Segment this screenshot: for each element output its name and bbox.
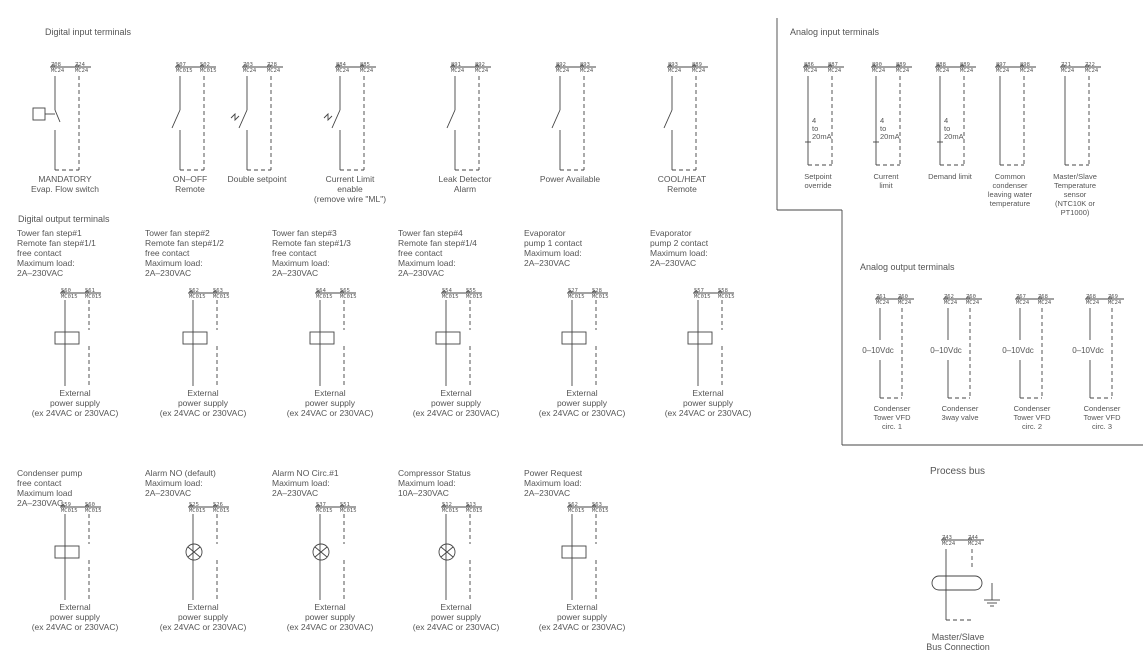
terminal-module: MC015 bbox=[316, 294, 333, 300]
terminal-number: 760 bbox=[966, 294, 976, 300]
bus-shield bbox=[932, 576, 982, 590]
terminal-module: MC24 bbox=[1016, 300, 1030, 306]
terminal-number: 760 bbox=[898, 294, 908, 300]
terminal-module: MC015 bbox=[340, 508, 357, 514]
digital-output-title: Digital output terminals bbox=[18, 214, 110, 224]
terminal-module: MC24 bbox=[876, 300, 890, 306]
digital-output-heading: Condenser pump free contact Maximum load 2A–230VAC bbox=[17, 468, 83, 508]
terminal-module: MC24 bbox=[996, 68, 1010, 74]
terminal-dot bbox=[76, 65, 78, 67]
digital-output-heading: Evaporator pump 2 contact Maximum load: 2A–230VAC bbox=[650, 228, 709, 268]
analog-input-range: 4 to 20mA bbox=[944, 116, 964, 141]
terminal-module: MC24 bbox=[360, 68, 374, 74]
analog-input-label: Common condenser leaving water temperature bbox=[987, 172, 1033, 208]
terminal-dot bbox=[86, 505, 88, 507]
terminal-number: 527 bbox=[568, 288, 578, 294]
terminal-number: 892 bbox=[475, 62, 485, 68]
terminal-number: 708 bbox=[51, 62, 61, 68]
digital-input-label: ON–OFF Remote bbox=[172, 174, 208, 194]
terminal-module: MC24 bbox=[804, 68, 818, 74]
terminal-module: MC24 bbox=[1086, 300, 1100, 306]
analog-output-range: 0–10Vdc bbox=[1002, 346, 1034, 355]
terminal-dot bbox=[805, 65, 807, 67]
switch-contact bbox=[664, 110, 672, 128]
terminal-dot bbox=[443, 291, 445, 293]
relay-coil bbox=[436, 332, 460, 344]
terminal-number: 561 bbox=[85, 288, 95, 294]
terminal-module: MC24 bbox=[451, 68, 465, 74]
terminal-dot bbox=[244, 65, 246, 67]
terminal-number: 557 bbox=[694, 288, 704, 294]
terminal-dot bbox=[1109, 297, 1111, 299]
digital-output-heading: Power Request Maximum load: 2A–230VAC bbox=[524, 468, 583, 498]
terminal-dot bbox=[317, 291, 319, 293]
terminal-number: 888 bbox=[936, 62, 946, 68]
digital-input-label: MANDATORY Evap. Flow switch bbox=[30, 174, 100, 194]
terminal-module: MC24 bbox=[668, 68, 682, 74]
terminal-number: 555 bbox=[466, 288, 476, 294]
terminal-number: 507 bbox=[176, 62, 186, 68]
digital-output-heading: Tower fan step#1 Remote fan step#1/1 free contact Maximum load: 2A–230VAC bbox=[17, 228, 96, 278]
terminal-dot bbox=[341, 505, 343, 507]
terminal-number: 893 bbox=[580, 62, 590, 68]
terminal-module: MC24 bbox=[267, 68, 281, 74]
switch-contact bbox=[239, 110, 247, 128]
terminal-module: MC015 bbox=[442, 294, 459, 300]
terminal-number: 559 bbox=[61, 502, 71, 508]
analog-input-label: Current limit bbox=[873, 172, 899, 190]
terminal-number: 563 bbox=[213, 288, 223, 294]
terminal-dot bbox=[581, 65, 583, 67]
terminal-number: 884 bbox=[336, 62, 346, 68]
terminal-number: 889 bbox=[896, 62, 906, 68]
terminal-number: 885 bbox=[360, 62, 370, 68]
terminal-dot bbox=[62, 291, 64, 293]
terminal-dot bbox=[1021, 65, 1023, 67]
terminal-number: 512 bbox=[442, 502, 452, 508]
terminal-dot bbox=[593, 291, 595, 293]
relay-coil bbox=[562, 332, 586, 344]
terminal-number: 768 bbox=[1086, 294, 1096, 300]
digital-input-label: COOL/HEAT Remote bbox=[657, 174, 707, 194]
terminal-number: 537 bbox=[316, 502, 326, 508]
terminal-module: MC015 bbox=[189, 294, 206, 300]
terminal-module: MC015 bbox=[316, 508, 333, 514]
terminal-dot bbox=[467, 291, 469, 293]
digital-input-label: Current Limit enable (remove wire "ML") bbox=[313, 174, 387, 204]
terminal-module: MC015 bbox=[442, 508, 459, 514]
terminal-number: 767 bbox=[1016, 294, 1026, 300]
terminal-dot bbox=[997, 65, 999, 67]
terminal-dot bbox=[593, 505, 595, 507]
terminal-module: MC24 bbox=[936, 68, 950, 74]
terminal-dot bbox=[52, 65, 54, 67]
terminal-dot bbox=[569, 505, 571, 507]
terminal-dot bbox=[190, 291, 192, 293]
terminal-dot bbox=[452, 65, 454, 67]
analog-input-range: 4 to 20mA bbox=[812, 116, 832, 141]
terminal-dot bbox=[969, 538, 971, 540]
terminal-number: 551 bbox=[340, 502, 350, 508]
terminal-number: 728 bbox=[267, 62, 277, 68]
terminal-module: MC24 bbox=[942, 541, 956, 547]
terminal-module: MC24 bbox=[960, 68, 974, 74]
terminal-dot bbox=[897, 65, 899, 67]
terminal-module: MC015 bbox=[85, 508, 102, 514]
switch-contact bbox=[552, 110, 560, 128]
terminal-dot bbox=[214, 291, 216, 293]
terminal-dot bbox=[569, 291, 571, 293]
external-supply-label: External power supply (ex 24VAC or 230VAC) bbox=[286, 602, 374, 632]
terminal-module: MC24 bbox=[828, 68, 842, 74]
terminal-dot bbox=[1017, 297, 1019, 299]
digital-input-label: Power Available bbox=[539, 174, 601, 184]
terminal-number: 890 bbox=[872, 62, 882, 68]
external-supply-label: External power supply (ex 24VAC or 230VAC) bbox=[538, 388, 626, 418]
terminal-dot bbox=[268, 65, 270, 67]
terminal-number: 889 bbox=[960, 62, 970, 68]
terminal-module: MC015 bbox=[213, 294, 230, 300]
terminal-number: 554 bbox=[442, 288, 452, 294]
relay-coil bbox=[688, 332, 712, 344]
process-bus-title: Process bus bbox=[930, 466, 986, 477]
relay-coil bbox=[183, 332, 207, 344]
external-supply-label: External power supply (ex 24VAC or 230VAC) bbox=[286, 388, 374, 418]
terminal-dot bbox=[443, 505, 445, 507]
analog-output-range: 0–10Vdc bbox=[1072, 346, 1104, 355]
terminal-dot bbox=[86, 291, 88, 293]
terminal-module: MC015 bbox=[592, 508, 609, 514]
terminal-module: MC24 bbox=[968, 541, 982, 547]
analog-input-label: Master/Slave Temperature sensor (NTC10K or PT1000) bbox=[1053, 172, 1097, 217]
terminal-number: 768 bbox=[1038, 294, 1048, 300]
terminal-dot bbox=[177, 65, 179, 67]
digital-input-label: Leak Detector Alarm bbox=[438, 174, 492, 194]
relay-coil bbox=[562, 546, 586, 558]
terminal-module: MC015 bbox=[189, 508, 206, 514]
digital-input-title: Digital input terminals bbox=[45, 27, 132, 37]
terminal-number: 724 bbox=[75, 62, 85, 68]
terminal-dot bbox=[214, 505, 216, 507]
terminal-module: MC24 bbox=[1108, 300, 1122, 306]
terminal-dot bbox=[341, 291, 343, 293]
terminal-module: MC015 bbox=[213, 508, 230, 514]
terminal-module: MC24 bbox=[580, 68, 594, 74]
terminal-module: MC015 bbox=[718, 294, 735, 300]
terminal-number: 889 bbox=[692, 62, 702, 68]
terminal-dot bbox=[1039, 297, 1041, 299]
terminal-module: MC24 bbox=[898, 300, 912, 306]
terminal-dot bbox=[190, 505, 192, 507]
digital-output-heading: Tower fan step#2 Remote fan step#1/2 free contact Maximum load: 2A–230VAC bbox=[145, 228, 224, 278]
analog-input-label: Demand limit bbox=[928, 172, 972, 181]
terminal-module: MC24 bbox=[966, 300, 980, 306]
terminal-dot bbox=[693, 65, 695, 67]
terminal-number: 562 bbox=[189, 288, 199, 294]
flow-switch-box bbox=[33, 108, 45, 120]
terminal-number: 558 bbox=[718, 288, 728, 294]
digital-output-heading: Tower fan step#4 Remote fan step#1/4 free contact Maximum load: 2A–230VAC bbox=[398, 228, 477, 278]
terminal-dot bbox=[877, 297, 879, 299]
relay-coil bbox=[310, 332, 334, 344]
terminal-number: 525 bbox=[189, 502, 199, 508]
external-supply-label: External power supply (ex 24VAC or 230VAC) bbox=[664, 388, 752, 418]
switch-actuator bbox=[324, 114, 332, 120]
terminal-dot bbox=[719, 291, 721, 293]
terminal-number: 743 bbox=[942, 535, 952, 541]
terminal-number: 893 bbox=[668, 62, 678, 68]
analog-output-label: Condenser 3way valve bbox=[941, 404, 979, 422]
terminal-dot bbox=[937, 65, 939, 67]
terminal-module: MC24 bbox=[1020, 68, 1034, 74]
external-supply-label: External power supply (ex 24VAC or 230VAC) bbox=[538, 602, 626, 632]
terminal-module: MC24 bbox=[692, 68, 706, 74]
terminal-number: 891 bbox=[451, 62, 461, 68]
terminal-number: 721 bbox=[1061, 62, 1071, 68]
terminal-module: MC015 bbox=[200, 68, 217, 74]
external-supply-label: External power supply (ex 24VAC or 230VAC) bbox=[31, 602, 119, 632]
analog-output-label: Condenser Tower VFD circ. 1 bbox=[873, 404, 911, 431]
terminal-number: 761 bbox=[876, 294, 886, 300]
terminal-dot bbox=[943, 538, 945, 540]
analog-output-label: Condenser Tower VFD circ. 3 bbox=[1083, 404, 1121, 431]
terminal-number: 565 bbox=[340, 288, 350, 294]
digital-input-label: Double setpoint bbox=[227, 174, 287, 184]
digital-output-heading: Alarm NO (default) Maximum load: 2A–230VAC bbox=[145, 468, 216, 498]
terminal-module: MC015 bbox=[592, 294, 609, 300]
terminal-number: 502 bbox=[200, 62, 210, 68]
terminal-dot bbox=[873, 65, 875, 67]
terminal-dot bbox=[695, 291, 697, 293]
terminal-number: 898 bbox=[1020, 62, 1030, 68]
terminal-number: 564 bbox=[316, 288, 326, 294]
terminal-dot bbox=[1086, 65, 1088, 67]
terminal-number: 897 bbox=[996, 62, 1006, 68]
terminal-module: MC24 bbox=[336, 68, 350, 74]
terminal-number: 562 bbox=[568, 502, 578, 508]
terminal-number: 703 bbox=[243, 62, 253, 68]
terminal-number: 528 bbox=[592, 288, 602, 294]
terminal-dot bbox=[1087, 297, 1089, 299]
terminal-number: 892 bbox=[556, 62, 566, 68]
terminal-module: MC24 bbox=[475, 68, 489, 74]
digital-output-heading: Evaporator pump 1 contact Maximum load: 2A–230VAC bbox=[524, 228, 583, 268]
terminal-module: MC24 bbox=[1038, 300, 1052, 306]
terminal-module: MC015 bbox=[61, 294, 78, 300]
terminal-dot bbox=[669, 65, 671, 67]
terminal-dot bbox=[337, 65, 339, 67]
terminal-number: 526 bbox=[213, 502, 223, 508]
terminal-module: MC24 bbox=[51, 68, 65, 74]
terminal-dot bbox=[467, 505, 469, 507]
terminal-module: MC015 bbox=[85, 294, 102, 300]
terminal-dot bbox=[1062, 65, 1064, 67]
terminal-module: MC24 bbox=[872, 68, 886, 74]
terminal-module: MC015 bbox=[466, 294, 483, 300]
external-supply-label: External power supply (ex 24VAC or 230VAC) bbox=[159, 602, 247, 632]
process-bus-label: Master/Slave Bus Connection bbox=[926, 632, 990, 652]
analog-input-title: Analog input terminals bbox=[790, 27, 880, 37]
terminal-number: 887 bbox=[828, 62, 838, 68]
terminal-module: MC015 bbox=[61, 508, 78, 514]
terminal-module: MC24 bbox=[896, 68, 910, 74]
terminal-module: MC24 bbox=[556, 68, 570, 74]
switch-contact bbox=[55, 110, 60, 122]
relay-coil bbox=[55, 546, 79, 558]
terminal-number: 769 bbox=[1108, 294, 1118, 300]
terminal-number: 744 bbox=[968, 535, 978, 541]
analog-output-range: 0–10Vdc bbox=[930, 346, 962, 355]
terminal-module: MC015 bbox=[340, 294, 357, 300]
switch-contact bbox=[172, 110, 180, 128]
terminal-dot bbox=[945, 297, 947, 299]
terminal-dot bbox=[317, 505, 319, 507]
terminal-number: 722 bbox=[1085, 62, 1095, 68]
terminal-module: MC015 bbox=[466, 508, 483, 514]
terminal-dot bbox=[967, 297, 969, 299]
terminal-dot bbox=[557, 65, 559, 67]
terminal-dot bbox=[361, 65, 363, 67]
terminal-dot bbox=[476, 65, 478, 67]
terminal-dot bbox=[961, 65, 963, 67]
terminal-number: 563 bbox=[592, 502, 602, 508]
relay-coil bbox=[55, 332, 79, 344]
analog-output-range: 0–10Vdc bbox=[862, 346, 894, 355]
terminal-module: MC015 bbox=[568, 294, 585, 300]
terminal-module: MC015 bbox=[176, 68, 193, 74]
external-supply-label: External power supply (ex 24VAC or 230VAC) bbox=[412, 602, 500, 632]
terminal-number: 560 bbox=[85, 502, 95, 508]
analog-input-label: Setpoint override bbox=[804, 172, 832, 190]
terminal-module: MC24 bbox=[1085, 68, 1099, 74]
digital-output-heading: Tower fan step#3 Remote fan step#1/3 free contact Maximum load: 2A–230VAC bbox=[272, 228, 351, 278]
terminal-module: MC015 bbox=[568, 508, 585, 514]
terminal-module: MC24 bbox=[944, 300, 958, 306]
switch-actuator bbox=[231, 114, 239, 120]
switch-contact bbox=[332, 110, 340, 128]
switch-contact bbox=[447, 110, 455, 128]
terminal-dot bbox=[829, 65, 831, 67]
terminal-module: MC015 bbox=[694, 294, 711, 300]
external-supply-label: External power supply (ex 24VAC or 230VAC) bbox=[412, 388, 500, 418]
terminal-number: 762 bbox=[944, 294, 954, 300]
terminal-dot bbox=[62, 505, 64, 507]
terminal-number: 513 bbox=[466, 502, 476, 508]
terminal-number: 886 bbox=[804, 62, 814, 68]
analog-output-label: Condenser Tower VFD circ. 2 bbox=[1013, 404, 1051, 431]
external-supply-label: External power supply (ex 24VAC or 230VAC) bbox=[159, 388, 247, 418]
terminal-dot bbox=[201, 65, 203, 67]
digital-output-heading: Compressor Status Maximum load: 10A–230VAC bbox=[398, 468, 471, 498]
terminal-number: 560 bbox=[61, 288, 71, 294]
terminal-module: MC24 bbox=[75, 68, 89, 74]
analog-output-title: Analog output terminals bbox=[860, 262, 955, 272]
external-supply-label: External power supply (ex 24VAC or 230VAC) bbox=[31, 388, 119, 418]
terminal-module: MC24 bbox=[1061, 68, 1075, 74]
digital-output-heading: Alarm NO Circ.#1 Maximum load: 2A–230VAC bbox=[272, 468, 339, 498]
analog-input-range: 4 to 20mA bbox=[880, 116, 900, 141]
terminal-dot bbox=[899, 297, 901, 299]
terminal-module: MC24 bbox=[243, 68, 257, 74]
